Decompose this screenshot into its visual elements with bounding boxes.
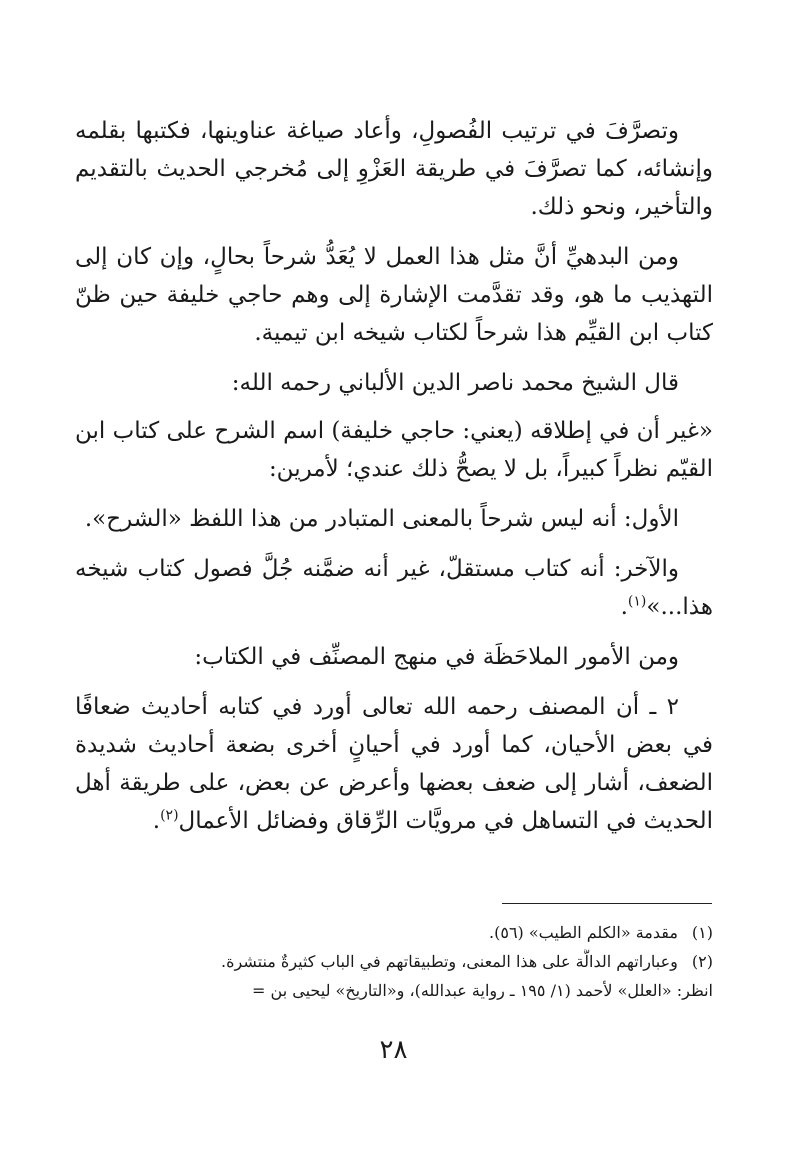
- point-2-text: ٢ ـ أن المصنف رحمه الله تعالى أورد في كتابه أحاديث ضعافًا في بعض الأحيان، كما أورد في أحيانٍ أخرى بضعة أحاديث شديدة الضعف، أشار إلى ضعف بعضها وأعرض عن بعض، على طريقة أهل الحديث في التساهل في مرويَّات الرِّقاق وفضائل الأعمال: [75, 694, 713, 834]
- paragraph-point-2: [75, 688, 713, 840]
- paragraph-albani-intro: قال الشيخ محمد ناصر الدين الألباني رحمه الله:: [231, 370, 679, 396]
- paragraph-second-reason: [75, 550, 713, 626]
- footnote-2: [75, 949, 713, 974]
- footnote-divider: [502, 903, 712, 904]
- second-reason-text: والآخر: أنه كتاب مستقلّ، غير أنه ضمَّنه جُلَّ فصول كتاب شيخه هذا...»: [75, 556, 713, 620]
- main-text: [75, 112, 713, 852]
- footnote-ref-2: (٢): [160, 807, 179, 824]
- footnote-2-number: (٢): [691, 952, 713, 971]
- end-dot-2: .: [152, 808, 161, 834]
- footnote-continuation: انظر: «العلل» لأحمد (١/ ١٩٥ ـ رواية عبدالله)، و«التاريخ» ليحيى بن =: [252, 981, 713, 1000]
- end-dot: .: [620, 594, 628, 620]
- paragraph-arrangement: وتصرَّفَ في ترتيب الفُصولِ، وأعاد صياغة عناوينها، فكتبها بقلمه وإنشائه، كما تصرَّفَ في طريقة العَزْوِ إلى مُخرجي الحديث بالتقديم والتأخير، ونحو ذلك.: [75, 118, 713, 220]
- paragraph-observations-intro: ومن الأمور الملاحَظَة في منهج المصنِّف في الكتاب:: [194, 644, 679, 670]
- paragraph-first-reason: الأول: أنه ليس شرحاً بالمعنى المتبادر من هذا اللفظ «الشرح».: [84, 506, 679, 532]
- paragraph-not-commentary: ومن البدهيِّ أنَّ مثل هذا العمل لا يُعَدُّ شرحاً بحالٍ، وإن كان إلى التهذيب ما هو، وقد تقدَّمت الإشارة إلى وهم حاجي خليفة حين ظنّ كتاب ابن القيِّم هذا شرحاً لكتاب شيخه ابن تيمية.: [75, 244, 713, 346]
- footnotes: [75, 920, 713, 1003]
- footnote-2-text: وعباراتهم الدالَّة على هذا المعنى، وتطبيقاتهم في الباب كثيرةٌ منتشرة.: [221, 952, 678, 971]
- footnote-1-text: مقدمة «الكلم الطيب» (٥٦).: [489, 923, 678, 942]
- footnote-ref-1: (١): [627, 593, 647, 610]
- paragraph-quote: «غير أن في إطلاقه (يعني: حاجي خليفة) اسم الشرح على كتاب ابن القيّم نظراً كبيراً، بل لا يصحُّ ذلك عندي؛ لأمرين:: [75, 418, 713, 482]
- footnote-1-number: (١): [691, 923, 713, 942]
- page-number: ٢٨: [379, 1035, 408, 1065]
- footnote-1: [75, 920, 713, 945]
